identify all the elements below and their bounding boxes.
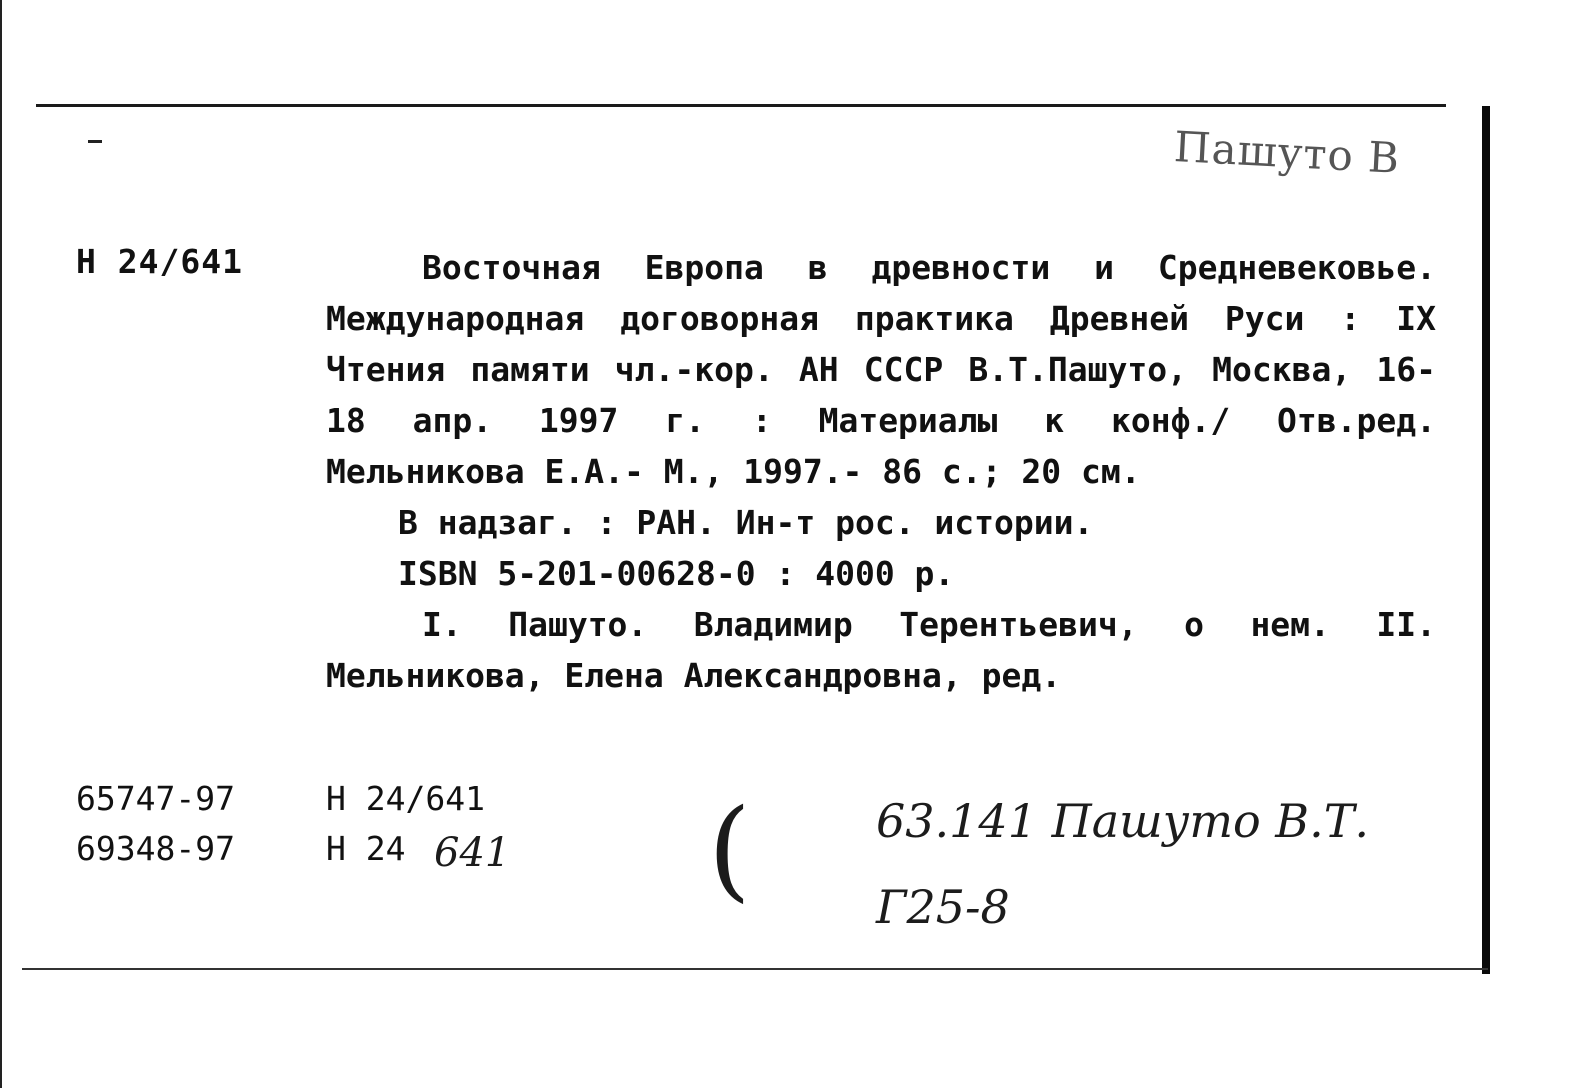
handwritten-code: Г25-8 [876, 880, 1010, 934]
shelf-mark: Н 24/641 [76, 242, 243, 281]
entry-header-note: В надзаг. : РАН. Ин-т рос. истории. [398, 503, 1094, 542]
card-top-border [36, 104, 1446, 107]
scan-left-edge [0, 0, 2, 1088]
inventory-number: 65747-97 [76, 779, 235, 818]
entry-added-entries: I. Пашуто. Владимир Терентьевич, о нем. II. Мельникова, Елена Александровна, ред. [326, 605, 1436, 695]
corner-mark [88, 140, 102, 143]
handwritten-bracket: ( [708, 785, 751, 913]
inventory-shelf-mark: Н 24 [326, 829, 406, 868]
bibliographic-entry [326, 242, 1436, 701]
handwritten-classification: 63.141 Пашуто В.Т. [876, 794, 1370, 848]
card-bottom-border [22, 968, 1488, 970]
card-right-border [1482, 106, 1490, 974]
handwritten-shelf-suffix: 641 [434, 830, 511, 876]
entry-isbn: ISBN 5-201-00628-0 : 4000 р. [398, 554, 955, 593]
inventory-numbers [76, 774, 235, 874]
inventory-shelf-mark: Н 24/641 [326, 779, 485, 818]
handwritten-heading: Пашуто В [1172, 122, 1402, 183]
catalog-card [36, 104, 1490, 972]
entry-title-block: Восточная Европа в древности и Средневековье. Международная договорная практика Древней Руси : IX Чтения памяти чл.-кор. АН СССР В.Т.Пашуто, Москва, 16-18 апр. 1997 г. : Материалы к конф./ Отв.ред. Мельникова Е.А.- М., 1997.- 86 с.; 20 см. [326, 248, 1436, 491]
inventory-number: 69348-97 [76, 829, 235, 868]
